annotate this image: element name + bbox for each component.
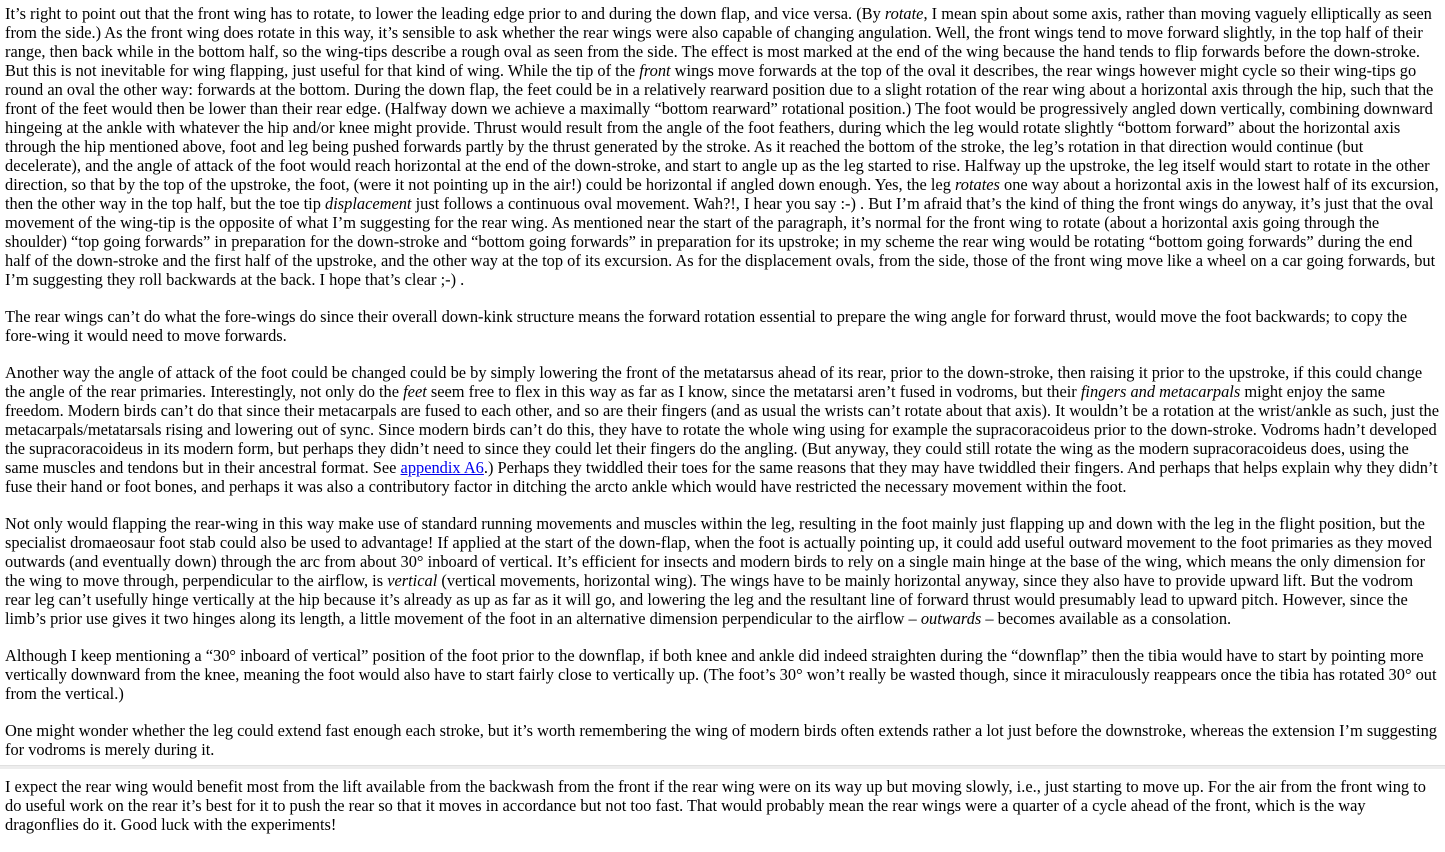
emphasized-text: displacement (325, 194, 411, 213)
body-text: I expect the rear wing would benefit most from the lift available from the backwash from the front if the rear wing were on its way up but moving slowly, i.e., just starting to move up. For the air from the front wing to do useful work on the rear it’s best for it to push the rear so that it moves in accordance but not too fast. That would probably mean the rear wings were a quarter of a cycle ahead of the front, which is the way dragonflies do it. Good luck with the experiments! (5, 777, 1426, 834)
body-text: Not only would flapping the rear-wing in this way make use of standard running movements and muscles within the leg, resulting in the foot mainly just flapping up and down with the leg in the flight position, but the specialist dromaeosaur foot stab could also be used to advantage! If applied at the start of the down-flap, when the foot is actually pointing up, it could add useful outward movement to the foot primaries as they moved outwards (and eventually down) through the arc from about 30° inboard of vertical. It’s efficient for insects and modern birds to rely on a single main hinge at the base of the wing, which means the only dimension for the wing to move through, perpendicular to the airflow, is (5, 514, 1432, 590)
emphasized-text: rotate (885, 4, 924, 23)
paragraph (5, 646, 1440, 703)
body-text: (vertical movements, horizontal wing). The wings have to be mainly horizontal anyway, since they also have to provide upward lift. But the vodrom rear leg can’t usefully hinge vertically at the hip because it’s already as up as far as it will go, and lowering the leg and the resultant line of forward thrust would presumably lead to upward pitch. However, since the limb’s prior use gives it two hinges along its length, a little movement of the foot in an alternative dimension perpendicular to the airflow – (5, 571, 1413, 628)
body-text: wings move forwards at the top of the oval it describes, the rear wings however might cycle so their wing-tips go round an oval the other way: forwards at the bottom. During the down flap, the feet could be in a relatively rearward position due to a slight rotation of the rear wing about a horizontal axis through the hip, such that the front of the feet would then be lower than their rear edge. (Halfway down we achieve a maximally “bottom rearward” rotational position.) The foot would be progressively angled down vertically, combining downward hingeing at the ankle with whatever the hip and/or knee might provide. Thrust would result from the angle of the foot feathers, during which the leg would rotate slightly “bottom forward” about the horizontal axis through the hip mentioned above, foot and leg being pushed forwards partly by the thrust generated by the stroke. As it reached the bottom of the stroke, the leg’s rotation in that direction would continue (but decelerate), and the angle of attack of the foot would reach horizontal at the end of the down-stroke, and start to angle up as the leg started to rise. Halfway up the upstroke, the leg itself would start to rotate in the other direction, so that by the top of the upstroke, the foot, (were it not pointing up in the air!) could be horizontal if angled down enough. Yes, the leg (5, 61, 1433, 194)
body-text: might enjoy the same freedom. Modern birds can’t do that since their metacarpals are fused to each other, and so are their fingers (and as usual the wrists can’t rotate about that axis). It wouldn’t be a rotation at the wrist/ankle as such, just the metacarpals/metatarsals rising and lowering out of sync. Since modern birds can’t do this, they have to rotate the whole wing using for example the supracoracoideus prior to the down-stroke. Vodroms hadn’t developed the supracoracoideus in its modern form, but perhaps they didn’t need to since they could let their fingers do the angling. (But anyway, they could still rotate the wing as the modern supracoracoideus does, using the same muscles and tendons but in their ancestral format. See (5, 382, 1439, 477)
body-text: – becomes available as a consolation. (981, 609, 1231, 628)
body-text: just follows a continuous oval movement. Wah?!, I hear you say :-) . But I’m afraid that’s the kind of thing the front wings do anyway, it’s just that the oval movement of the wing-tip is the opposite of what I’m suggesting for the rear wing. As mentioned near the start of the paragraph, it’s normal for the front wing to rotate (about a horizontal axis going through the shoulder) “top going forwards” in preparation for the down-stroke and “bottom going forwards” in preparation for its upstroke; in my scheme the rear wing would be rotating “bottom going forwards” during the end half of the down-stroke and the first half of the upstroke, and the other way at the top of its excursion. As for the displacement ovals, from the side, those of the front wing move like a wheel on a car going forwards, but I’m suggesting they roll backwards at the back. I hope that’s clear ;-) . (5, 194, 1435, 289)
body-text: The rear wings can’t do what the fore-wings do since their overall down-kink structure means the forward rotation essential to prepare the wing angle for forward thrust, would move the foot backwards; to copy the fore-wing it would need to move forwards. (5, 307, 1407, 345)
body-text: Although I keep mentioning a “30° inboard of vertical” position of the foot prior to the downflap, if both knee and ankle did indeed straighten during the “downflap” then the tibia would have to start by pointing more vertically downward from the knee, meaning the foot would also have to start fairly close to vertically up. (The foot’s 30° won’t really be wasted though, since it miraculously reappears once the tibia has rotated 30° out from the vertical.) (5, 646, 1437, 703)
appendix-a6-link[interactable]: appendix A6 (401, 458, 484, 477)
body-text: .) Perhaps they twiddled their toes for the same reasons that they may have twiddled their fingers. And perhaps that helps explain why they didn’t fuse their hand or foot bones, and perhaps it was also a contributory factor in ditching the arcto ankle which would have restricted the necessary movement within the foot. (5, 458, 1438, 496)
body-text: One might wonder whether the leg could extend fast enough each stroke, but it’s worth remembering the wing of modern birds often extends rather a lot just before the downstroke, whereas the extension I’m suggesting for vodroms is merely during it. (5, 721, 1437, 759)
viewport-bottom-edge (0, 765, 1445, 769)
body-text: It’s right to point out that the front wing has to rotate, to lower the leading edge prior to and during the down flap, and vice versa. (By (5, 4, 885, 23)
paragraph (5, 363, 1440, 496)
paragraph (5, 307, 1440, 345)
body-text: Another way the angle of attack of the foot could be changed could be by simply lowering the front of the metatarsus ahead of its rear, prior to the down-stroke, then raising it prior to the upstroke, if this could change the angle of the rear primaries. Interestingly, not only do the (5, 363, 1422, 401)
emphasized-text: fingers and metacarpals (1081, 382, 1240, 401)
emphasized-text: front (639, 61, 670, 80)
paragraph (5, 721, 1440, 759)
emphasized-text: vertical (387, 571, 437, 590)
document-body (5, 4, 1440, 834)
paragraph (5, 4, 1440, 289)
body-text: seem free to flex in this way as far as I know, since the metatarsi aren’t fused in vodroms, but their (427, 382, 1081, 401)
emphasized-text: outwards (921, 609, 981, 628)
body-text: one way about a horizontal axis in the lowest half of its excursion, then the other way in the top half, but the toe tip (5, 175, 1439, 213)
emphasized-text: rotates (955, 175, 1000, 194)
paragraph (5, 777, 1440, 834)
body-text: , I mean spin about some axis, rather than moving vaguely elliptically as seen from the side.) As the front wing does rotate in this way, it’s sensible to ask whether the rear wings were also capable of changing angulation. Well, the front wings tend to move forward slightly, in the top half of their range, then back while in the bottom half, so the wing-tips describe a rough oval as seen from the side. The effect is most marked at the end of the wing because the hand tends to flip forwards before the down-stroke. But this is not inevitable for wing flapping, just useful for that kind of wing. While the tip of the (5, 4, 1432, 80)
emphasized-text: feet (403, 382, 427, 401)
paragraph (5, 514, 1440, 628)
